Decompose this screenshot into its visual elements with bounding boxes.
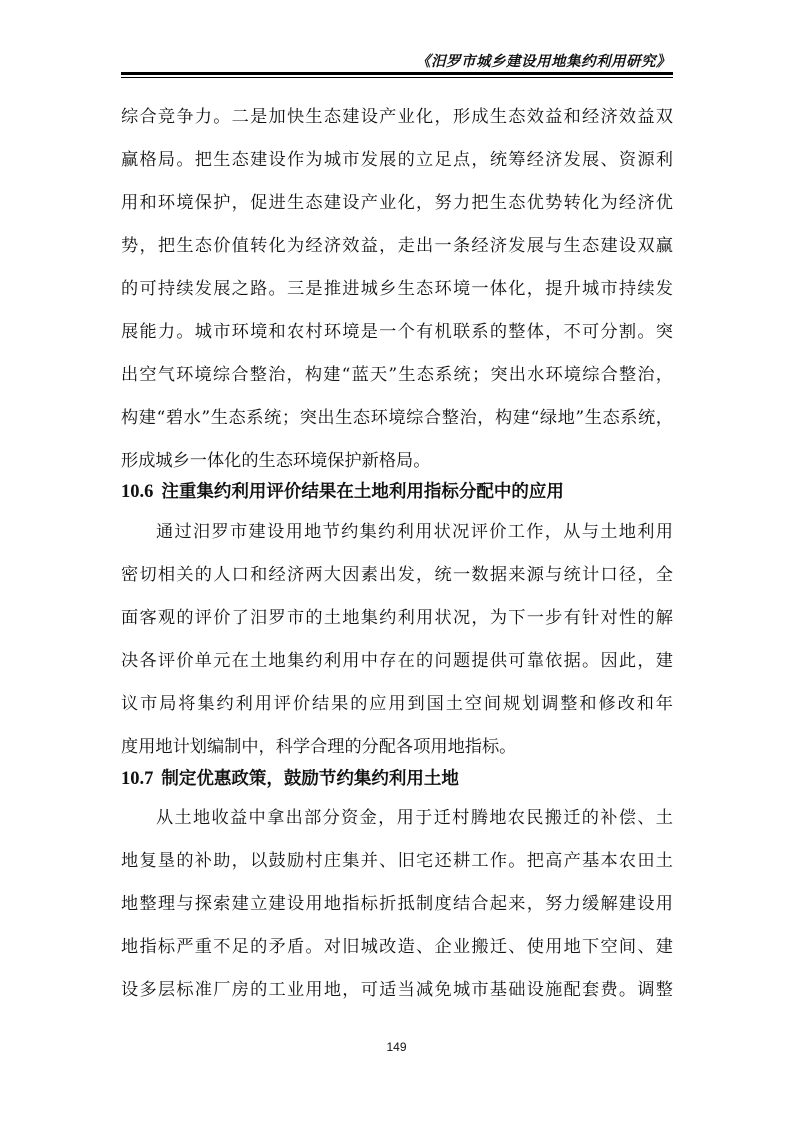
- text-line: 地指标严重不足的矛盾。对旧城改造、企业搬迁、使用地下空间、建: [121, 937, 673, 957]
- text-line: 地整理与探索建立建设用地指标折抵制度结合起来，努力缓解建设用: [121, 894, 673, 914]
- text-line: 面客观的评价了汨罗市的土地集约利用状况，为下一步有针对性的解: [121, 608, 673, 628]
- section-heading-10-7: [121, 763, 673, 795]
- text-line: 设多层标准厂房的工业用地，可适当减免城市基础设施配套费。调整: [121, 980, 673, 1000]
- section-title: 制定优惠政策，鼓励节约集约利用土地: [161, 769, 459, 789]
- text-line: 赢格局。把生态建设作为城市发展的立足点，统筹经济发展、资源利: [121, 150, 673, 170]
- text-line: 综合竞争力。二是加快生态建设产业化，形成生态效益和经济效益双: [121, 107, 673, 127]
- text-line: 的可持续发展之路。三是推进城乡生态环境一体化，提升城市持续发: [121, 279, 673, 299]
- section-heading-10-6: [121, 476, 673, 508]
- text-line: 议市局将集约利用评价结果的应用到国土空间规划调整和修改和年: [121, 694, 673, 714]
- text-line: 从土地收益中拿出部分资金，用于迁村腾地农民搬迁的补偿、土: [156, 808, 673, 828]
- text-line: 度用地计划编制中，科学合理的分配各项用地指标。: [121, 737, 517, 757]
- section-title: 注重集约利用评价结果在土地利用指标分配中的应用: [161, 482, 564, 502]
- header-rule-thin: [121, 77, 673, 78]
- text-line: 通过汨罗市建设用地节约集约利用状况评价工作，从与土地利用: [156, 522, 673, 542]
- text-line: 出空气环境综合整治，构建“蓝天”生态系统；突出水环境综合整治，: [121, 365, 673, 385]
- section-number: 10.6: [121, 482, 154, 502]
- text-line: 构建“碧水”生态系统；突出生态环境综合整治，构建“绿地”生态系统，: [121, 408, 673, 428]
- text-line: 势，把生态价值转化为经济效益，走出一条经济发展与生态建设双赢: [121, 236, 673, 256]
- text-line: 形成城乡一体化的生态环境保护新格局。: [121, 451, 431, 471]
- header-title: 《汨罗市城乡建设用地集约利用研究》: [416, 53, 671, 70]
- header-rule-thick: [121, 72, 673, 75]
- text-line: 密切相关的人口和经济两大因素出发，统一数据来源与统计口径，全: [121, 565, 673, 585]
- text-line: 决各评价单元在土地集约利用中存在的问题提供可靠依据。因此，建: [121, 651, 673, 671]
- text-line: 展能力。城市环境和农村环境是一个有机联系的整体，不可分割。突: [121, 322, 673, 342]
- section-number: 10.7: [121, 769, 154, 789]
- text-line: 地复垦的补助，以鼓励村庄集并、旧宅还耕工作。把高产基本农田土: [121, 851, 673, 871]
- text-line: 用和环境保护，促进生态建设产业化，努力把生态优势转化为经济优: [121, 193, 673, 213]
- page-number: 149: [386, 1040, 407, 1054]
